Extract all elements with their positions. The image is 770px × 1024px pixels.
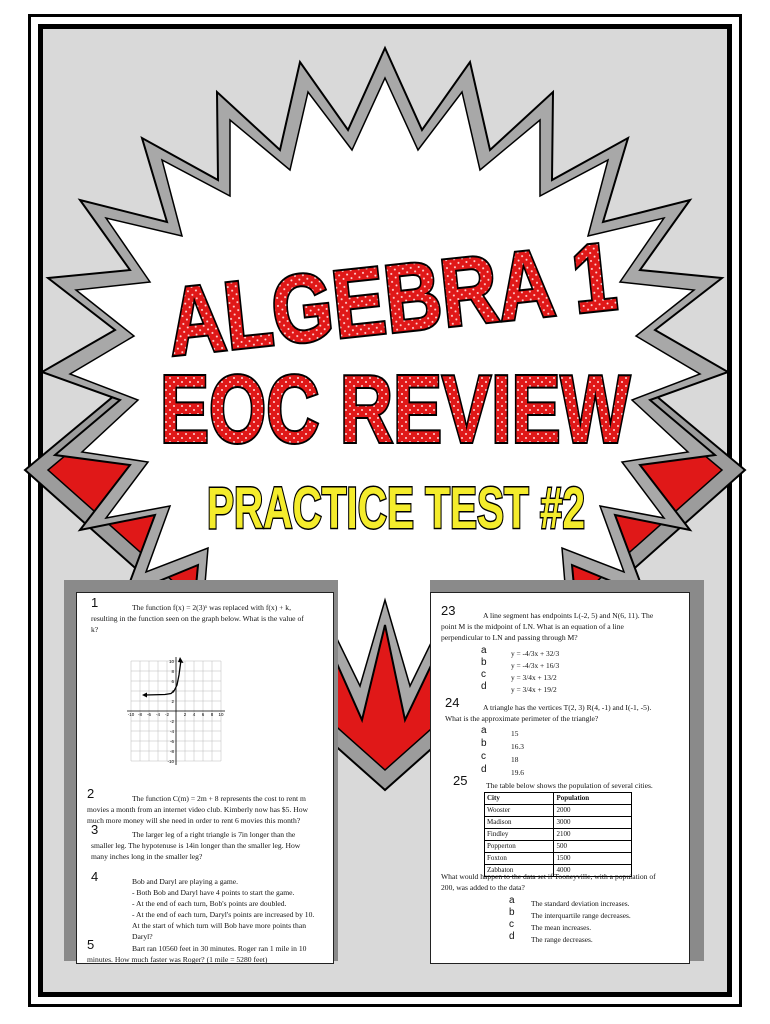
- option-text[interactable]: y = -4/3x + 32/3: [511, 649, 560, 658]
- table-cell: 2100: [554, 829, 632, 841]
- option-letter: c: [481, 669, 486, 680]
- option-letter: d: [481, 681, 487, 692]
- table-cell: Madison: [485, 817, 554, 829]
- option-text[interactable]: The interquartile range decreases.: [531, 911, 631, 920]
- option-letter: a: [481, 725, 487, 736]
- question-text: What is the approximate perimeter of the triangle?: [445, 714, 599, 723]
- y-tick-label: -10: [167, 759, 174, 764]
- column-header: Population: [554, 793, 632, 805]
- option-text[interactable]: The range decreases.: [531, 935, 593, 944]
- option-letter: a: [481, 645, 487, 656]
- y-tick-label: 2: [171, 699, 174, 704]
- question-text: many inches long in the smaller leg?: [91, 852, 203, 861]
- function-graph: [125, 655, 229, 767]
- question-text: - At the end of each turn, Bob's points are doubled.: [132, 899, 287, 908]
- table-row: [485, 805, 632, 817]
- question-number: 25: [453, 773, 468, 788]
- y-tick-label: 6: [171, 679, 174, 684]
- table-cell: Foxton: [485, 853, 554, 865]
- y-tick-label: 4: [171, 689, 174, 694]
- x-tick-label: 8: [210, 712, 214, 717]
- y-tick-label: -2: [169, 719, 174, 724]
- question-number: 5: [87, 937, 95, 952]
- x-tick-label: -2: [164, 712, 170, 717]
- question-text: minutes. How much faster was Roger? (1 mile = 5280 feet): [87, 955, 268, 964]
- option-text[interactable]: y = 3/4x + 13/2: [511, 673, 557, 682]
- subtitle: PRACTICE TEST #2: [207, 476, 585, 541]
- right-page: [430, 592, 690, 964]
- curve-arrow: [178, 657, 184, 663]
- option-letter: b: [509, 907, 515, 918]
- option-text[interactable]: y = 3/4x + 19/2: [511, 685, 557, 694]
- question-text: 200, was added to the data?: [441, 883, 525, 892]
- x-tick-label: -8: [137, 712, 143, 717]
- option-letter: d: [481, 764, 487, 775]
- title-line-2: EOC REVIEW: [160, 356, 631, 463]
- y-tick-label: -8: [169, 749, 174, 754]
- question-text: Bob and Daryl are playing a game.: [132, 877, 239, 886]
- table-row: [485, 853, 632, 865]
- left-page: [76, 592, 334, 964]
- y-tick-label: 8: [171, 669, 174, 674]
- question-3: [77, 824, 334, 864]
- column-header: City: [485, 793, 554, 805]
- option-text[interactable]: 15: [511, 729, 519, 738]
- question-text: smaller leg. The hypotenuse is 14in longer than the smaller leg. How: [91, 841, 301, 850]
- table-row: [485, 829, 632, 841]
- question-text: much more money will she need in order to rent 6 movies this month?: [87, 816, 301, 825]
- table-cell: 2000: [554, 805, 632, 817]
- question-23: [431, 605, 690, 705]
- question-number: 1: [91, 595, 99, 610]
- option-text[interactable]: 19.6: [511, 768, 524, 777]
- question-text: The larger leg of a right triangle is 7in longer than the: [132, 830, 296, 839]
- question-number: 3: [91, 822, 99, 837]
- question-text: perpendicular to LN and passing through M?: [441, 633, 578, 642]
- option-letter: c: [481, 751, 486, 762]
- population-table: [484, 792, 632, 877]
- question-text: The function f(x) = 2(3)ˣ was replaced with f(x) + k,: [132, 603, 291, 612]
- question-text: The table below shows the population of several cities.: [486, 781, 653, 790]
- x-tick-label: -4: [155, 712, 161, 717]
- option-text[interactable]: The mean increases.: [531, 923, 592, 932]
- question-text: Bart ran 10560 feet in 30 minutes. Roger ran 1 mile in 10: [132, 944, 307, 953]
- question-2: [77, 788, 334, 828]
- x-tick-label: 4: [192, 712, 196, 717]
- question-text: The function C(m) = 2m + 8 represents the cost to rent m: [132, 794, 306, 803]
- question-text: movies a month from an internet video club. Kimberly now has $5. How: [87, 805, 309, 814]
- question-text: At the start of which turn will Bob have more points than: [132, 921, 306, 930]
- option-text[interactable]: 16.3: [511, 742, 524, 751]
- question-text: - Both Bob and Daryl have 4 points to start the game.: [132, 888, 295, 897]
- option-letter: b: [481, 738, 487, 749]
- question-text: k?: [91, 625, 99, 634]
- question-text: - At the end of each turn, Daryl's points are increased by 10.: [132, 910, 315, 919]
- y-tick-label: -6: [169, 739, 174, 744]
- table-header-row: [485, 793, 632, 805]
- question-text: What would happen to the data set if Tooneyville, with a population of: [441, 872, 656, 881]
- question-number: 24: [445, 695, 460, 710]
- question-text: resulting in the function seen on the graph below. What is the value of: [91, 614, 304, 623]
- x-tick-label: -10: [127, 712, 135, 717]
- table-cell: Wooster: [485, 805, 554, 817]
- option-letter: b: [481, 657, 487, 668]
- question-number: 2: [87, 786, 95, 801]
- option-letter: d: [509, 931, 515, 942]
- question-text: A triangle has the vertices T(2, 3) R(4, -1) and I(-1, -5).: [483, 703, 652, 712]
- y-tick-label: 10: [168, 659, 174, 664]
- x-tick-label: 10: [218, 712, 224, 717]
- question-text: Daryl?: [132, 932, 153, 941]
- table-cell: 3000: [554, 817, 632, 829]
- option-letter: c: [509, 919, 514, 930]
- y-tick-label: -4: [169, 729, 174, 734]
- question-number: 4: [91, 869, 99, 884]
- option-text[interactable]: 18: [511, 755, 519, 764]
- question-4: [77, 871, 334, 941]
- table-cell: 500: [554, 841, 632, 853]
- table-cell: 4000: [554, 865, 632, 877]
- table-row: [485, 841, 632, 853]
- table-cell: Popperton: [485, 841, 554, 853]
- curve-arrow: [142, 693, 147, 698]
- question-25: [431, 775, 690, 961]
- table-cell: Findley: [485, 829, 554, 841]
- question-24: [431, 697, 690, 777]
- title-line-1: ALGEBRA 1: [162, 212, 722, 377]
- question-number: 23: [441, 603, 456, 618]
- option-letter: a: [509, 895, 515, 906]
- option-text[interactable]: The standard deviation increases.: [531, 899, 630, 908]
- question-5: [77, 939, 334, 964]
- question-text: A line segment has endpoints L(-2, 5) and N(6, 11). The: [483, 611, 654, 620]
- table-cell: Zabbaton: [485, 865, 554, 877]
- option-text[interactable]: y = -4/3x + 16/3: [511, 661, 560, 670]
- question-1: [77, 597, 334, 657]
- x-tick-label: 6: [201, 712, 205, 717]
- table-cell: 1500: [554, 853, 632, 865]
- table-row: [485, 817, 632, 829]
- x-tick-label: -6: [146, 712, 152, 717]
- question-text: point M is the midpoint of LN. What is an equation of a line: [441, 622, 624, 631]
- x-tick-label: 2: [183, 712, 187, 717]
